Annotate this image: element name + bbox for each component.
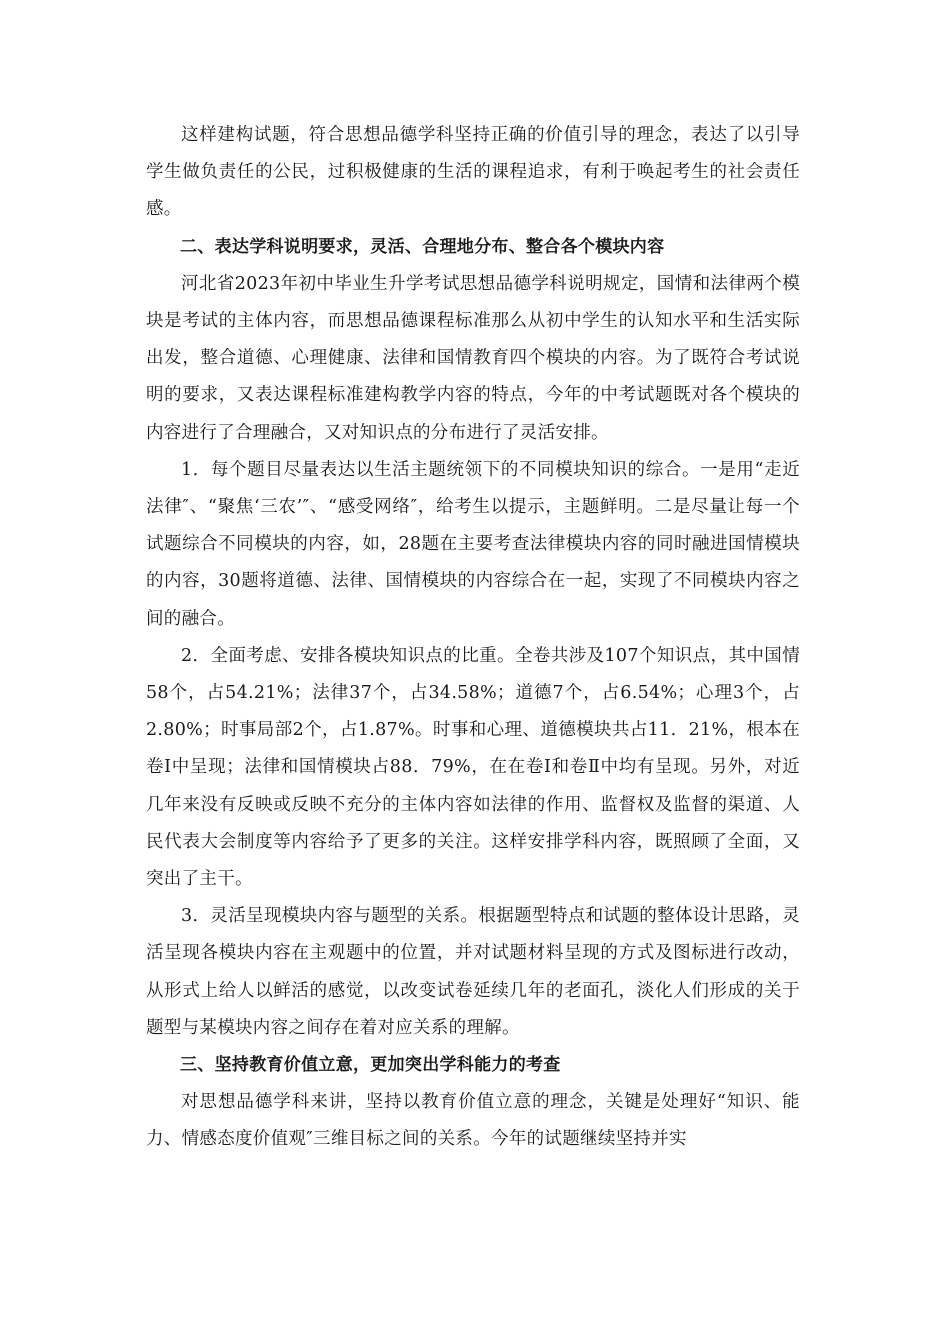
paragraph-section-2: 河北省2023年初中毕业生升学考试思想品德学科说明规定，国情和法律两个模块是考试的主体内容，而思想品德课程标准那么从初中学生的认知水平和生活实际出发，整合道德、心理健康、法律和国情教育四个模块的内容。为了既符合考试说明的要求，又表达课程标准建构教学内容的特点，今年的中考试题既对各个模块的内容进行了合理融合，又对知识点的分布进行了灵活安排。 bbox=[146, 273, 800, 443]
paragraph-point-1: 1．每个题目尽量表达以生活主题统领下的不同模块知识的综合。一是用“走近法律″、“聚焦‘三农’″、“感受网络″，给考生以提示，主题鲜明。二是尽量让每一个试题综合不同模块的内容，如，28题在主要考查法律模块内容的同时融进国情模块的内容，30题将道德、法律、国情模块的内容综合在一起，实现了不同模块内容之间的融合。 bbox=[146, 459, 800, 629]
paragraph-point-2: 2．全面考虑、安排各模块知识点的比重。全卷共涉及107个知识点，其中国情58个，占54.21%；法律37个，占34.58%；道德7个，占6.54%；心理3个，占2.80%；时事局部2个，占1.87%。时事和心理、道德模块共占11．21%，根本在卷Ⅰ中呈现；法律和国情模块占88．79%，在在卷Ⅰ和卷Ⅱ中均有呈现。另外，对近几年来没有反映或反映不充分的主体内容如法律的作用、监督权及监督的渠道、人民代表大会制度等内容给予了更多的关注。这样安排学科内容，既照顾了全面，又突出了主干。 bbox=[146, 645, 800, 890]
section-heading-2: 二、表达学科说明要求，灵活、合理地分布、整合各个模块内容 bbox=[180, 236, 665, 257]
paragraph-section-3: 对思想品德学科来讲，坚持以教育价值立意的理念，关键是处理好“知识、能力、情感态度价值观″三维目标之间的关系。今年的试题继续坚持并实 bbox=[146, 1092, 800, 1150]
paragraph-intro: 这样建构试题，符合思想品德学科坚持正确的价值引导的理念，表达了以引导学生做负责任的公民，过积极健康的生活的课程追求，有利于唤起考生的社会责任感。 bbox=[146, 125, 800, 220]
section-heading-3: 三、坚持教育价值立意，更加突出学科能力的考查 bbox=[180, 1055, 561, 1076]
paragraph-point-3: 3．灵活呈现模块内容与题型的关系。根据题型特点和试题的整体设计思路，灵活呈现各模块内容在主观题中的位置，并对试题材料呈现的方式及图标进行改动，从形式上给人以鲜活的感觉，以改变试卷延续几年的老面孔，淡化人们形成的关于题型与某模块内容之间存在着对应关系的理解。 bbox=[146, 906, 800, 1038]
document-page bbox=[146, 117, 800, 1159]
